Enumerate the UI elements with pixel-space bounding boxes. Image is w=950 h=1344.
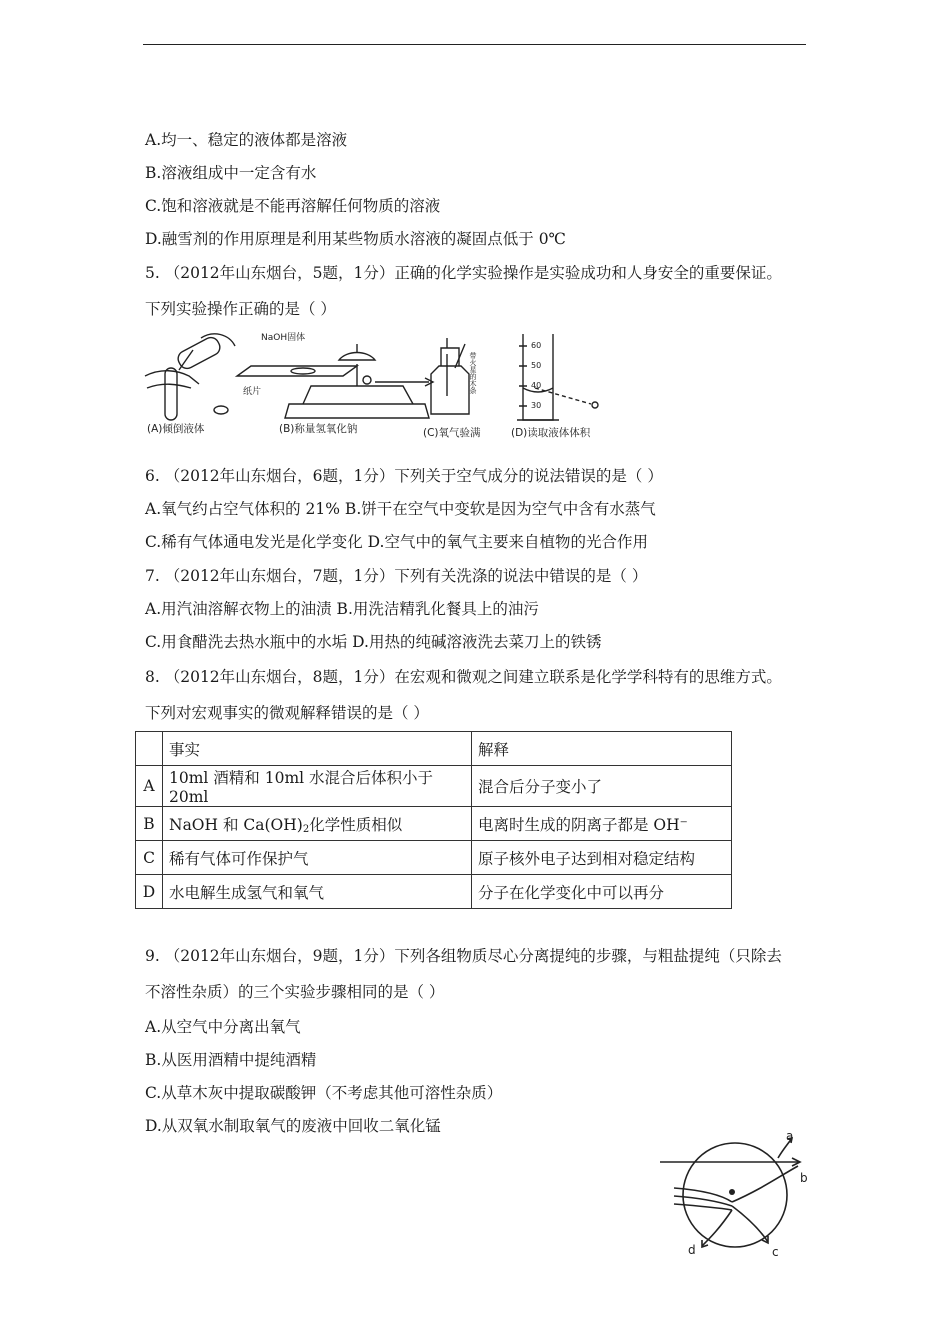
tick-50: 50 [531,361,542,370]
table-cell-explain: 电离时生成的阴离子都是 OH⁻ [472,807,732,841]
q6-options-row2: C.稀有气体通电发光是化学变化 D.空气中的氧气主要来自植物的光合作用 [145,533,648,551]
table-cell-fact [163,807,472,841]
tick-30: 30 [531,401,542,410]
q9-option-d: D.从双氧水制取氧气的废液中回收二氧化锰 [145,1117,441,1135]
graduated-cylinder-illustration [517,334,598,420]
table-cell-fact: 10ml 酒精和 10ml 水混合后体积小于 20ml [163,766,472,807]
caption-b: (B)称量氢氧化钠 [279,423,358,435]
particle-deflection-figure [660,1130,820,1260]
q9-option-a: A.从空气中分离出氧气 [145,1018,301,1036]
label-d: d [688,1243,696,1257]
gas-bottle-illustration [431,338,469,414]
naoh-label: NaOH固体 [261,333,306,343]
q8-stem-line2: 下列对宏观事实的微观解释错误的是（ ） [145,704,429,722]
q9-option-b: B.从医用酒精中提纯酒精 [145,1051,317,1069]
q5-lab-operations-figure [143,324,613,442]
pouring-liquid-illustration [145,334,235,420]
q7-options-row1: A.用汽油溶解衣物上的油渍 B.用洗洁精乳化餐具上的油污 [145,600,539,618]
table-cell-key: C [136,841,163,875]
q4-option-c: C.饱和溶液就是不能再溶解任何物质的溶液 [145,197,441,215]
q7-stem: 7. （2012年山东烟台，7题，1分）下列有关洗涤的说法中错误的是（ ） [145,567,648,585]
fact-text-post: 化学性质相似 [309,815,403,834]
q4-option-d: D.融雪剂的作用原理是利用某些物质水溶液的凝固点低于 0℃ [145,230,566,248]
table-row [136,807,732,841]
caption-d: (D)读取液体体积 [511,427,591,439]
table-row [136,766,732,807]
caption-c: (C)氧气验满 [423,427,481,439]
q9-stem-line2: 不溶性杂质）的三个实验步骤相同的是（ ） [145,983,445,1001]
table-row [136,875,732,909]
q6-options-row1: A.氧气约占空气体积的 21% B.饼干在空气中变软是因为空气中含有水蒸气 [145,500,656,518]
label-b: b [800,1171,808,1185]
q5-stem-line1: 5. （2012年山东烟台，5题，1分）正确的化学实验操作是实验成功和人身安全的重要保证。 [145,264,782,282]
q6-stem: 6. （2012年山东烟台，6题，1分）下列关于空气成分的说法错误的是（ ） [145,467,663,485]
nucleus-dot [729,1189,735,1195]
q9-option-c: C.从草木灰中提取碳酸钾（不考虑其他可溶性杂质） [145,1084,503,1102]
fact-text-pre: NaOH 和 Ca(OH) [169,815,303,834]
q8-stem-line1: 8. （2012年山东烟台，8题，1分）在宏观和微观之间建立联系是化学学科特有的思维方式。 [145,668,782,686]
tick-40: 40 [531,381,542,390]
wooden-stick-label: 带火星的木条 [469,352,477,394]
tick-60: 60 [531,341,542,350]
label-a: a [786,1130,794,1143]
table-cell-fact: 稀有气体可作保护气 [163,841,472,875]
q7-options-row2: C.用食醋洗去热水瓶中的水垢 D.用热的纯碱溶液洗去菜刀上的铁锈 [145,633,602,651]
table-row [136,841,732,875]
table-header-cell: 解释 [472,732,732,766]
table-cell-key: B [136,807,163,841]
q5-stem-line2: 下列实验操作正确的是（ ） [145,300,336,318]
balance-illustration [237,344,433,418]
label-c: c [772,1245,779,1259]
table-header-cell: 事实 [163,732,472,766]
table-cell-key: D [136,875,163,909]
q4-option-a: A.均一、稳定的液体都是溶液 [145,131,348,149]
fact-subscript: 2 [302,823,310,835]
paper-label: 纸片 [243,387,262,397]
caption-a: (A)倾倒液体 [147,423,205,435]
q8-facts-table [135,731,732,909]
table-cell-fact: 水电解生成氢气和氧气 [163,875,472,909]
table-cell-explain: 原子核外电子达到相对稳定结构 [472,841,732,875]
q4-option-b: B.溶液组成中一定含有水 [145,164,317,182]
table-cell-key: A [136,766,163,807]
q9-stem-line1: 9. （2012年山东烟台，9题，1分）下列各组物质尽心分离提纯的步骤，与粗盐提纯（只除去 [145,947,782,965]
table-cell-explain: 分子在化学变化中可以再分 [472,875,732,909]
table-header-cell [136,732,163,766]
table-header-row [136,732,732,766]
table-cell-explain: 混合后分子变小了 [472,766,732,807]
header-rule [143,44,806,45]
